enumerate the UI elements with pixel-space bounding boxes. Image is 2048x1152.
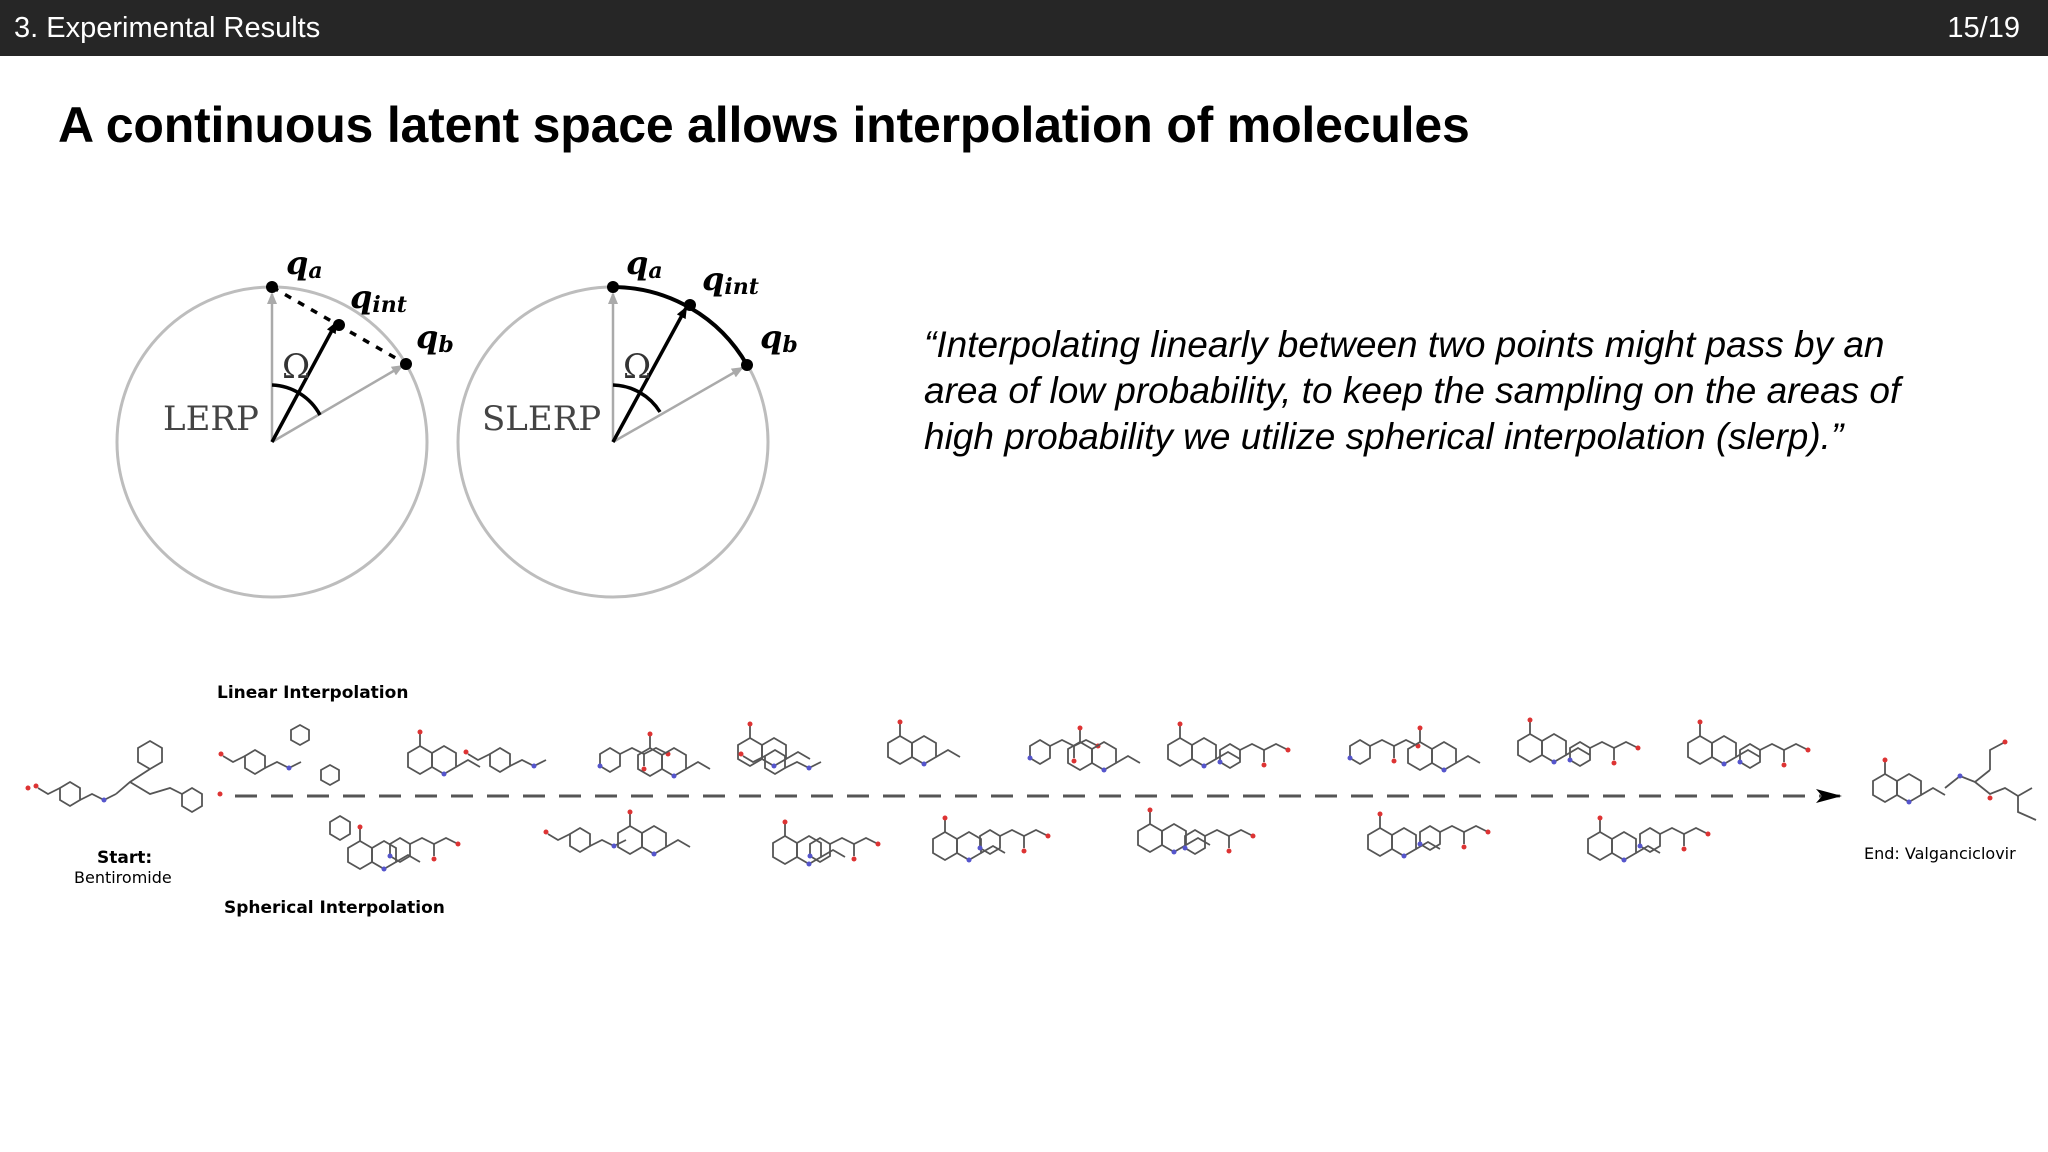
lerp-qa-label: qa bbox=[286, 244, 323, 284]
slerp-quote: “Interpolating linearly between two points might pass by an area of low probability, to keep the sampling on the areas of high probability we utilize spherical interpolation (slerp).” bbox=[924, 324, 1901, 457]
start-molecule bbox=[26, 741, 223, 812]
lerp-slerp-diagram bbox=[100, 230, 920, 650]
lerp-label: LERP bbox=[163, 399, 259, 439]
lerp-qint-label: qint bbox=[350, 278, 407, 318]
slerp-qint-label: qint bbox=[702, 260, 759, 300]
slerp-diagram bbox=[458, 244, 798, 597]
lerp-qb-label: qb bbox=[416, 318, 454, 358]
slide-title: A continuous latent space allows interpolation of molecules bbox=[58, 97, 1470, 153]
lerp-diagram bbox=[117, 244, 454, 597]
lerp-angle: Ω bbox=[282, 347, 311, 387]
page-number: 15/19 bbox=[1947, 11, 2020, 44]
start-label: Start: bbox=[97, 848, 153, 868]
start-molecule-name: Bentiromide bbox=[74, 868, 172, 887]
header-bar bbox=[0, 0, 2048, 56]
end-molecule bbox=[1873, 740, 2036, 821]
slerp-angle: Ω bbox=[623, 347, 652, 387]
slerp-qa-label: qa bbox=[626, 244, 663, 284]
section-title: 3. Experimental Results bbox=[14, 11, 321, 44]
slerp-label: SLERP bbox=[482, 399, 602, 439]
slerp-qb-label: qb bbox=[760, 318, 798, 358]
molecule-interpolation-strip bbox=[0, 670, 2048, 930]
spherical-interpolation-molecules bbox=[330, 808, 1711, 872]
spherical-interpolation-label: Spherical Interpolation bbox=[224, 898, 445, 918]
linear-interpolation-molecules bbox=[219, 718, 1811, 786]
linear-interpolation-label: Linear Interpolation bbox=[217, 683, 409, 703]
end-label: End: Valganciclovir bbox=[1864, 844, 2016, 863]
